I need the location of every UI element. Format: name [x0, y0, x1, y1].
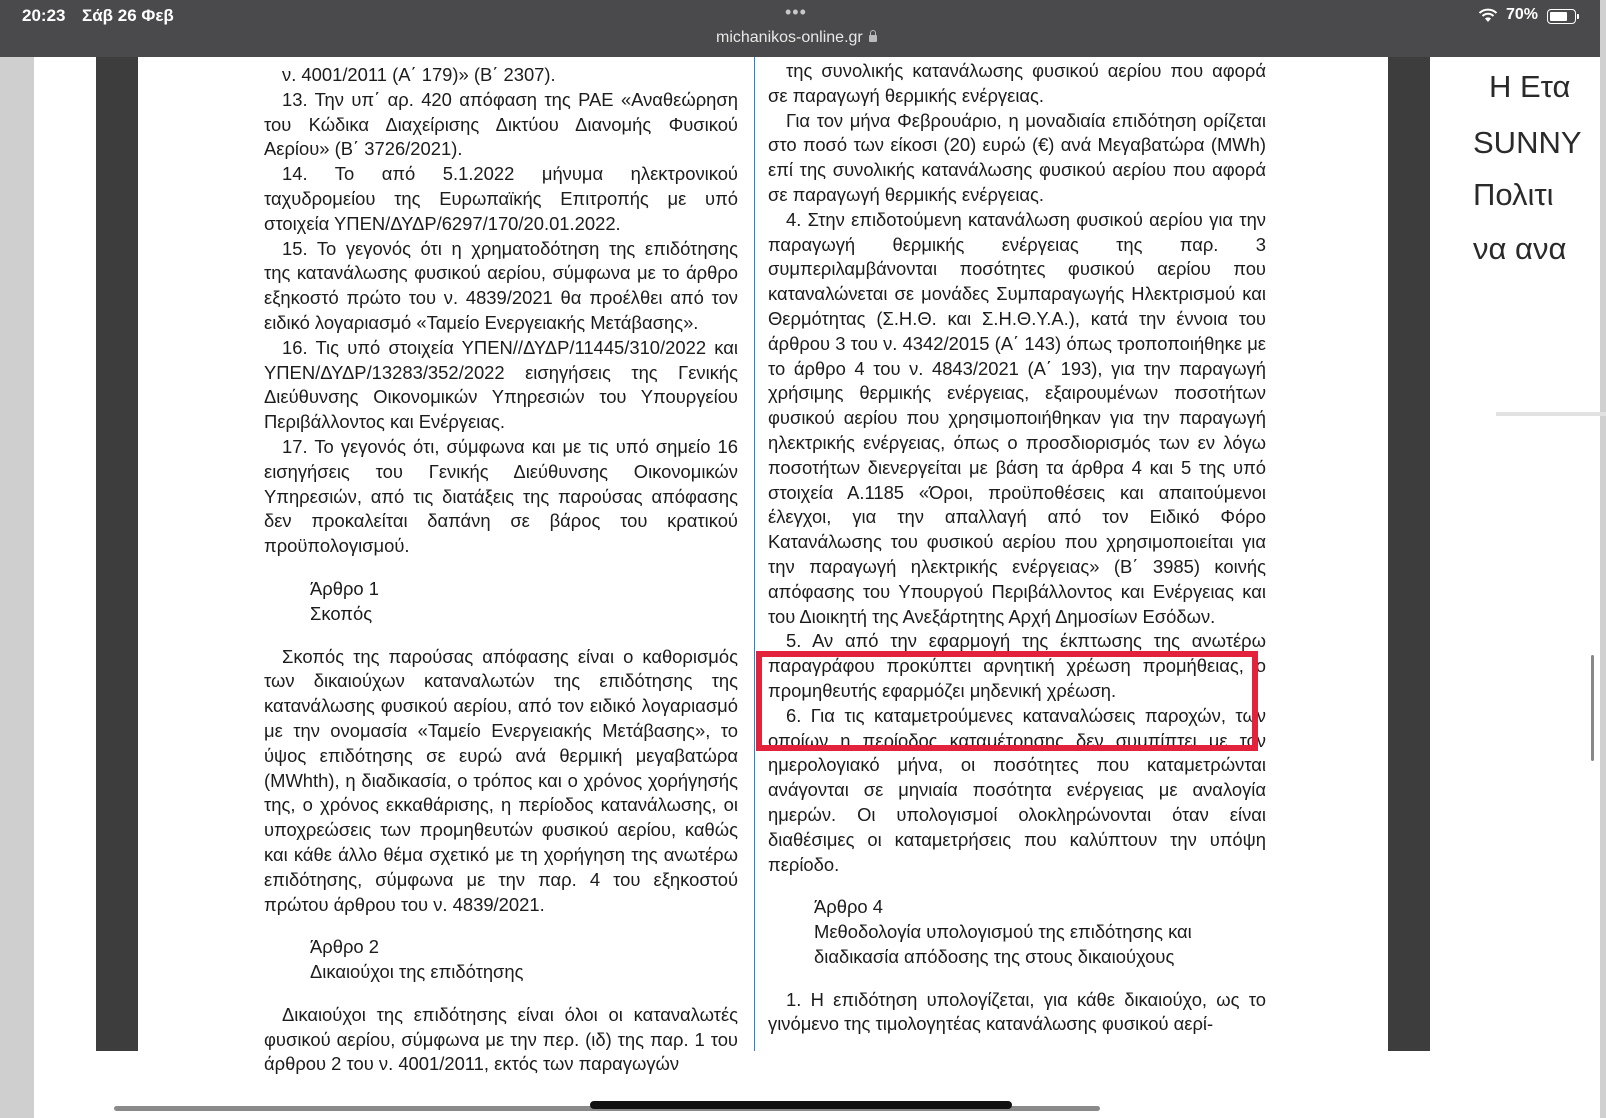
paragraph: 6. Για τις καταμετρούμενες καταναλώσεις παροχών, των οποίων η περίοδος καταμέτρησης δεν συμπίπτει με τον ημερολογιακό μήνα, οι ποσότητες που καταμετρώνται ανάγονται σε μηνιαία ποσότητα ενέργειας με αναλογία ημερών. Οι υπολογισμοί ολοκληρώνονται όταν είναι διαθέσιμες οι καταμετρήσεις που καλύπτουν την υπόψη περίοδο. [768, 704, 1266, 875]
paragraph: 14. Το από 5.1.2022 μήνυμα ηλεκτρονικού ταχυδρομείου της Ευρωπαϊκής Επιτροπής με υπό στοιχεία ΥΠΕΝ/ΔΥΔΡ/6297/170/20.01.2022. [264, 163, 738, 234]
battery-percentage: 70% [1506, 6, 1539, 23]
side-text-line: Πολιτι [1473, 177, 1554, 212]
side-article[interactable] [1430, 57, 1600, 1118]
paragraph: 17. Το γεγονός ότι, σύμφωνα και με τις υπό σημείο 16 εισηγήσεις του Γενικής Διεύθυνσης Οικονομικών Υπηρεσιών, από τις διατάξεις της παρούσας απόφασης δεν προκαλείται δαπάνη σε βάρος του κρατικού προϋπολογισμού. [264, 435, 738, 557]
status-date: Σάβ 26 Φεβ [82, 6, 174, 25]
spacer [264, 917, 738, 935]
status-time: 20:23 [22, 6, 66, 25]
article-heading: Άρθρο 1 [310, 577, 379, 599]
document-frame-left [96, 57, 138, 1051]
spacer [264, 627, 738, 645]
home-indicator[interactable] [590, 1101, 1012, 1109]
left-gutter [0, 57, 34, 1118]
left-column [264, 63, 738, 1077]
url-bar[interactable] [716, 29, 877, 47]
document-frame-right [1388, 57, 1430, 1051]
browser-status-bar [0, 0, 1600, 57]
highlight-box [756, 651, 1258, 751]
paragraph: της συνολικής κατανάλωσης φυσικού αερίου που αφορά σε παραγωγή θερμικής ενέργειας. [768, 60, 1266, 106]
article-heading: Σκοπός [310, 602, 373, 624]
paragraph: 5. Αν από την εφαρμογή της έκπτωσης της ανωτέρω παραγράφου προκύπτει αρνητική χρέωση προμήθειας, ο προμηθευτής εφαρμόζει μηδενική χρέωση. [768, 630, 1266, 701]
paragraph: Για τον μήνα Φεβρουάριο, η μοναδιαία επιδότηση ορίζεται στο ποσό των είκοσι (20) ευρώ (€) ανά Μεγαβατώρα (MWh) επί της συνολικής κατανάλωσης φυσικού αερίου που αφορά σε παραγωγή θερμικής ενέργειας. [768, 109, 1266, 205]
lock-icon [869, 35, 877, 42]
spacer [768, 877, 1266, 895]
paragraph: Σκοπός της παρούσας απόφασης είναι ο καθορισμός των δικαιούχων καταναλωτών της επιδότησης της κατανάλωσης φυσικού αερίου, από τον ειδικό λογαριασμό με την ονομασία «Ταμείο Ενεργειακής Μετάβασης», το ύψος επιδότησης σε ευρώ ανά θερμική μεγαβατώρα (MWhth), η διαδικασία, ο τρόπος και ο χρόνος χορήγησής της, ο χρόνος εκκαθάρισης, η περίοδος κατανάλωσης, οι υποχρεώσεις των προμηθευτών φυσικού αερίου, καθώς και κάθε άλλο θέμα σχετικό με τη χορήγηση της ανωτέρω επιδότησης, σύμφωνα με την παρ. 4 του εξηκοστού πρώτου άρθρου του ν. 4839/2021. [264, 645, 738, 915]
side-text-line: Η Ετα [1489, 69, 1571, 104]
paragraph: 13. Την υπ΄ αρ. 420 απόφαση της ΡΑΕ «Αναθεώρηση του Κώδικα Διαχείρισης Δικτύου Διανομής Φυσικού Αερίου» (Β΄ 3726/2021). [264, 88, 738, 160]
more-options-icon[interactable]: ••• [785, 2, 807, 22]
paragraph: ν. 4001/2011 (Α΄ 179)» (Β΄ 2307). [282, 64, 556, 85]
side-text-line: SUNNY [1473, 125, 1582, 160]
spacer [768, 970, 1266, 988]
paragraph: 15. Το γεγονός ότι η χρηματοδότηση της επιδότησης της κατανάλωσης φυσικού αερίου, σύμφωνα με το άρθρο εξηκοστό πρώτο του ν. 4839/2021 θα προέλθει από τον ειδικό λογαριασμό «Ταμείο Ενεργειακής Μετάβασης». [264, 237, 738, 333]
column-divider [754, 57, 755, 1051]
article-heading: Άρθρο 4 [814, 896, 883, 918]
article-heading: Δικαιούχοι της επιδότησης [310, 961, 524, 983]
paragraph: 16. Τις υπό στοιχεία ΥΠΕΝ//ΔΥΔΡ/11445/310/2022 και ΥΠΕΝ/ΔΥΔΡ/13283/352/2022 εισηγήσεις της Γενικής Διεύθυνσης Οικονομικών Υπηρεσιών του Υπουργείου Περιβάλλοντος και Ενέργειας. [264, 336, 738, 433]
paragraph: 1. Η επιδότηση υπολογίζεται, για κάθε δικαιούχο, ως το γινόμενο της τιμολογητέας κατανάλωσης φυσικού αερί- [768, 988, 1266, 1035]
divider [1496, 412, 1606, 416]
vertical-scrollbar[interactable] [1591, 655, 1594, 761]
battery-icon [1547, 9, 1576, 24]
right-column [768, 59, 1266, 1037]
article-heading: Άρθρο 2 [310, 936, 379, 958]
paragraph: 4. Στην επιδοτούμενη κατανάλωση φυσικού αερίου για την παραγωγή θερμικής ενέργειας της παρ. 3 συμπεριλαμβάνονται ποσότητες φυσικού αερίου που καταναλώνεται σε μονάδες Συμπαραγωγής Ηλεκτρισμού και Θερμότητας (Σ.Η.Θ. και Σ.Η.Θ.Υ.Α.), κατά την έννοια του άρθρου 3 του ν. 4342/2015 (Α΄ 143) όπως τροποποιήθηκε με το άρθρο 4 του ν. 4843/2021 (Α΄ 193), για την παραγωγή χρήσιμης θερμικής ενέργειας, εξαιρουμένων ποσοτήτων φυσικού αερίου που χρησιμοποιήθηκαν για την παραγωγή ηλεκτρικής ενέργειας, όπως ο προσδιορισμός των εν λόγω ποσοτήτων διενεργείται με βάση τα άρθρα 4 και 5 της υπό στοιχεία Α.1185 «Όροι, προϋποθέσεις και απαιτούμενοι έλεγχοι, για την απαλλαγή από τον Ειδικό Φόρο Κατανάλωσης του φυσικού αερίου που χρησιμοποιείται για την παραγωγή ηλεκτρικής ενέργειας» (Β΄ 3985) κοινής απόφασης του Υπουργού Περιβάλλοντος και Ενέργειας και του Διοικητή της Ανεξάρτητης Αρχή Δημοσίων Εσόδων. [768, 208, 1266, 627]
paragraph: Δικαιούχοι της επιδότησης είναι όλοι οι καταναλωτές φυσικού αερίου, σύμφωνα με την περ. (ιδ) της παρ. 1 του άρθρου 2 του ν. 4001/2011, εκτός των παραγωγών [264, 1003, 738, 1075]
side-text-line: να ανα [1473, 231, 1567, 266]
document-page[interactable] [138, 57, 1388, 1075]
wifi-icon [1478, 8, 1498, 23]
article-heading: Μεθοδολογία υπολογισμού της επιδότησης και διαδικασία απόδοσης της στους δικαιούχους [814, 921, 1192, 967]
spacer [264, 559, 738, 577]
url-text: michanikos-online.gr [716, 29, 863, 46]
spacer [264, 985, 738, 1003]
